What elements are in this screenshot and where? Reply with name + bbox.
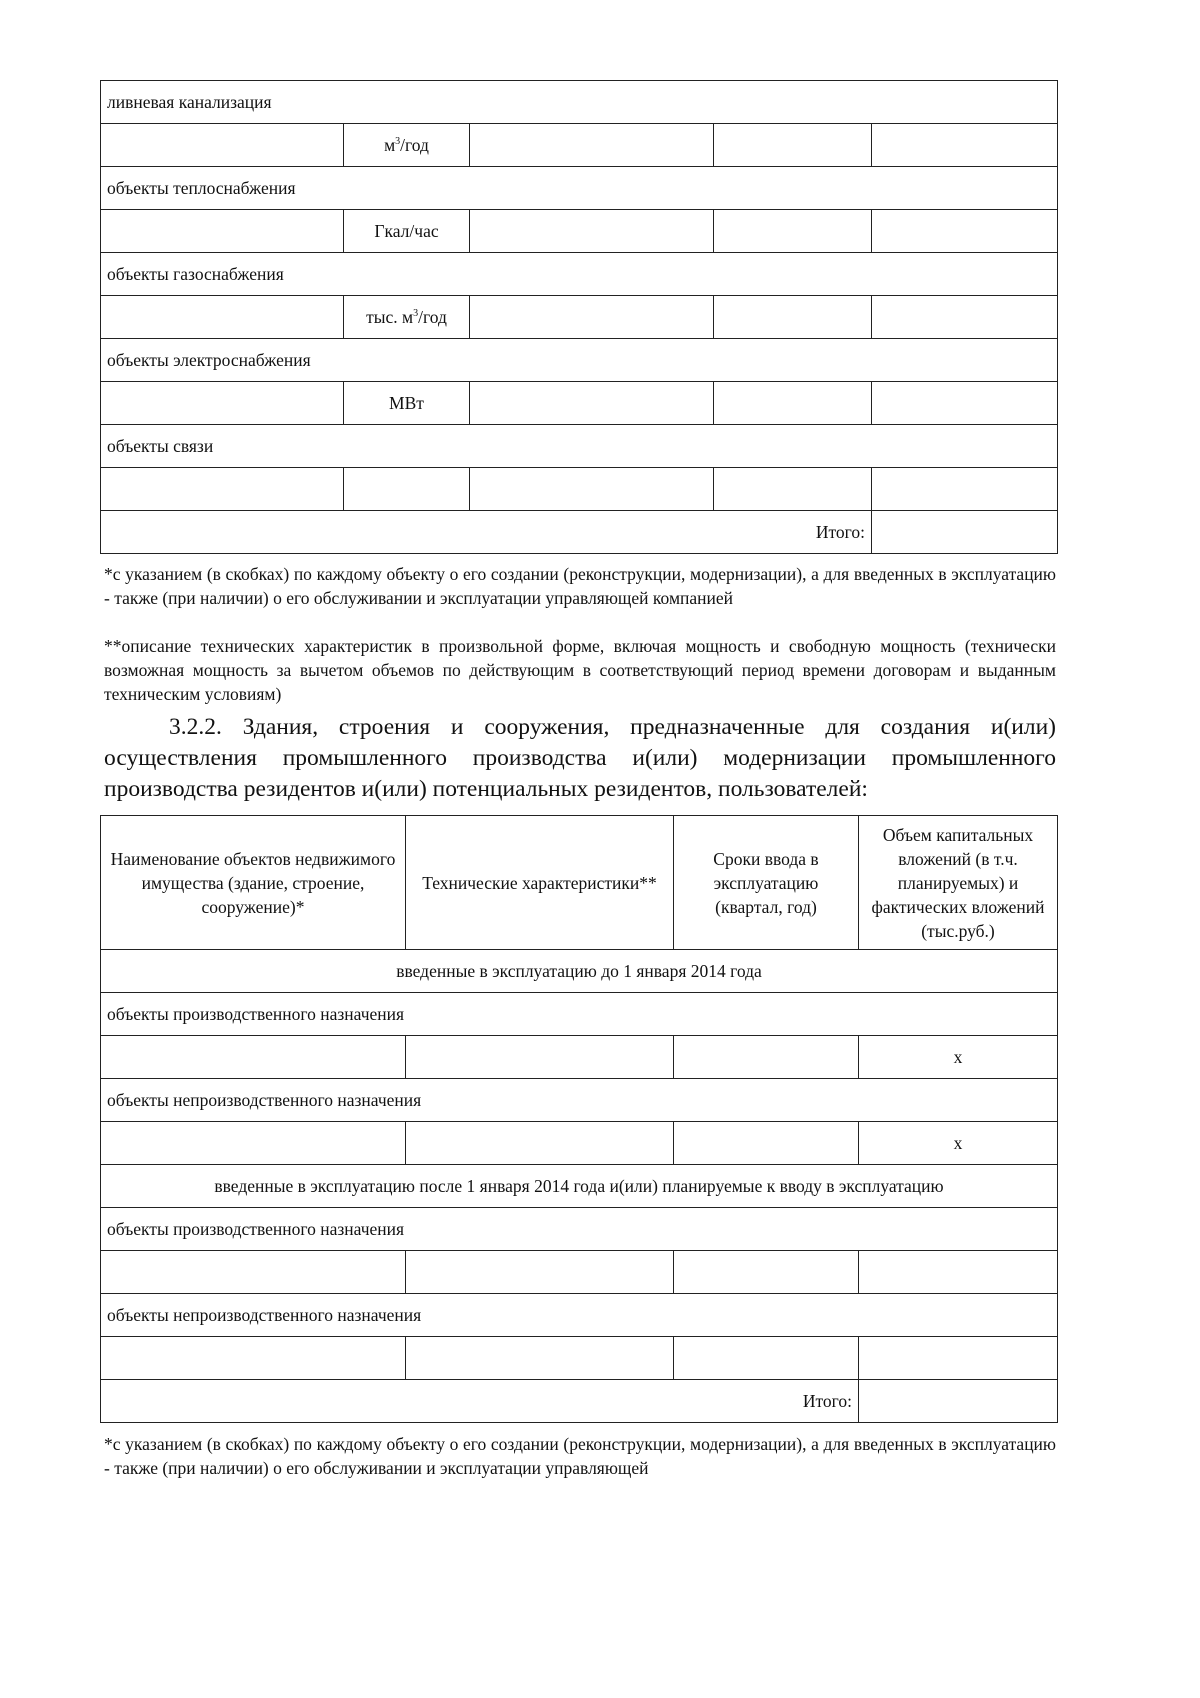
section-title: объекты производственного назначения	[101, 993, 1058, 1036]
value-cell[interactable]	[714, 124, 872, 167]
object-cell[interactable]	[101, 124, 344, 167]
object-cell[interactable]	[101, 210, 344, 253]
section-row	[101, 253, 1058, 296]
value-cell[interactable]	[872, 210, 1058, 253]
group-row	[101, 1165, 1058, 1208]
unit-cell	[344, 468, 470, 511]
data-row	[101, 296, 1058, 339]
total-value[interactable]	[872, 511, 1058, 554]
total-row	[101, 1380, 1058, 1423]
section-row	[101, 81, 1058, 124]
section-row	[101, 339, 1058, 382]
object-cell[interactable]	[101, 468, 344, 511]
section-title: объекты электроснабжения	[101, 339, 1058, 382]
total-label: Итого:	[101, 511, 872, 554]
section-row	[101, 167, 1058, 210]
section-title: объекты непроизводственного назначения	[101, 1294, 1058, 1337]
value-cell[interactable]	[674, 1251, 859, 1294]
value-cell[interactable]	[101, 1337, 406, 1380]
value-cell[interactable]	[714, 468, 872, 511]
section-title: объекты производственного назначения	[101, 1208, 1058, 1251]
utilities-table	[100, 80, 1058, 554]
unit-cell: Гкал/час	[344, 210, 470, 253]
section-title: объекты газоснабжения	[101, 253, 1058, 296]
value-cell[interactable]	[470, 382, 714, 425]
section-row	[101, 1079, 1058, 1122]
data-row	[101, 468, 1058, 511]
data-row	[101, 382, 1058, 425]
total-label: Итого:	[101, 1380, 859, 1423]
value-cell[interactable]	[406, 1122, 674, 1165]
data-row	[101, 124, 1058, 167]
data-row	[101, 1251, 1058, 1294]
buildings-table	[100, 815, 1058, 1423]
value-cell[interactable]	[101, 1251, 406, 1294]
value-cell[interactable]	[714, 296, 872, 339]
value-cell[interactable]	[674, 1337, 859, 1380]
section-heading: 3.2.2. Здания, строения и сооружения, предназначенные для создания и(или) осуществления промышленного производства и(или) модернизации промышленного производства резидентов и(или) потенциальных резидентов, пользователей:	[104, 714, 1056, 802]
footnote-1: *с указанием (в скобках) по каждому объекту о его создании (реконструкции, модернизации), а для введенных в эксплуатацию - также (при наличии) о его обслуживании и эксплуатации управляющей компанией	[104, 564, 1056, 608]
value-cell[interactable]	[714, 210, 872, 253]
unit-cell: $м^3$/год	[344, 124, 470, 167]
data-row	[101, 1122, 1058, 1165]
investment-cell[interactable]	[859, 1337, 1058, 1380]
value-cell[interactable]	[872, 296, 1058, 339]
object-cell[interactable]	[101, 296, 344, 339]
object-cell[interactable]	[101, 382, 344, 425]
unit-cell: тыс. $м^3$/год	[344, 296, 470, 339]
value-cell[interactable]	[470, 296, 714, 339]
section-row	[101, 1294, 1058, 1337]
value-cell[interactable]	[714, 382, 872, 425]
section-title: объекты непроизводственного назначения	[101, 1079, 1058, 1122]
section-row	[101, 425, 1058, 468]
value-cell[interactable]	[406, 1036, 674, 1079]
value-cell[interactable]	[470, 468, 714, 511]
unit-cell: МВт	[344, 382, 470, 425]
value-cell[interactable]	[872, 468, 1058, 511]
value-cell[interactable]	[470, 124, 714, 167]
value-cell[interactable]	[872, 124, 1058, 167]
investment-cell[interactable]	[859, 1251, 1058, 1294]
data-row	[101, 1337, 1058, 1380]
value-cell[interactable]	[872, 382, 1058, 425]
data-row	[101, 210, 1058, 253]
data-row	[101, 1036, 1058, 1079]
header-characteristics: Технические характеристики**	[406, 816, 674, 950]
footnote-2: **описание технических характеристик в произвольной форме, включая мощность и свободную мощность (технически возможная мощность за вычетом объемов по действующим в соответствующий период времени договорам и выданным техническим условиям)	[104, 636, 1056, 704]
section-row	[101, 993, 1058, 1036]
total-value[interactable]	[859, 1380, 1058, 1423]
group-row	[101, 950, 1058, 993]
header-investments: Объем капитальных вложений (в т.ч. планируемых) и фактических вложений (тыс.руб.)	[859, 816, 1058, 950]
section-row	[101, 1208, 1058, 1251]
section-title: объекты связи	[101, 425, 1058, 468]
investment-cell[interactable]: x	[859, 1036, 1058, 1079]
value-cell[interactable]	[101, 1122, 406, 1165]
header-commission-dates: Сроки ввода в эксплуатацию (квартал, год)	[674, 816, 859, 950]
value-cell[interactable]	[674, 1122, 859, 1165]
investment-cell[interactable]: x	[859, 1122, 1058, 1165]
value-cell[interactable]	[674, 1036, 859, 1079]
value-cell[interactable]	[470, 210, 714, 253]
value-cell[interactable]	[406, 1337, 674, 1380]
total-row	[101, 511, 1058, 554]
header-row	[101, 816, 1058, 950]
footnote-3: *с указанием (в скобках) по каждому объекту о его создании (реконструкции, модернизации), а для введенных в эксплуатацию - также (при наличии) о его обслуживании и эксплуатации управляющей	[104, 1434, 1056, 1478]
value-cell[interactable]	[406, 1251, 674, 1294]
section-title: объекты теплоснабжения	[101, 167, 1058, 210]
header-name: Наименование объектов недвижимого имущества (здание, строение, сооружение)*	[101, 816, 406, 950]
section-title: ливневая канализация	[101, 81, 1058, 124]
group-title: введенные в эксплуатацию до 1 января 2014 года	[101, 950, 1058, 993]
group-title: введенные в эксплуатацию после 1 января 2014 года и(или) планируемые к вводу в эксплуатацию	[101, 1165, 1058, 1208]
value-cell[interactable]	[101, 1036, 406, 1079]
